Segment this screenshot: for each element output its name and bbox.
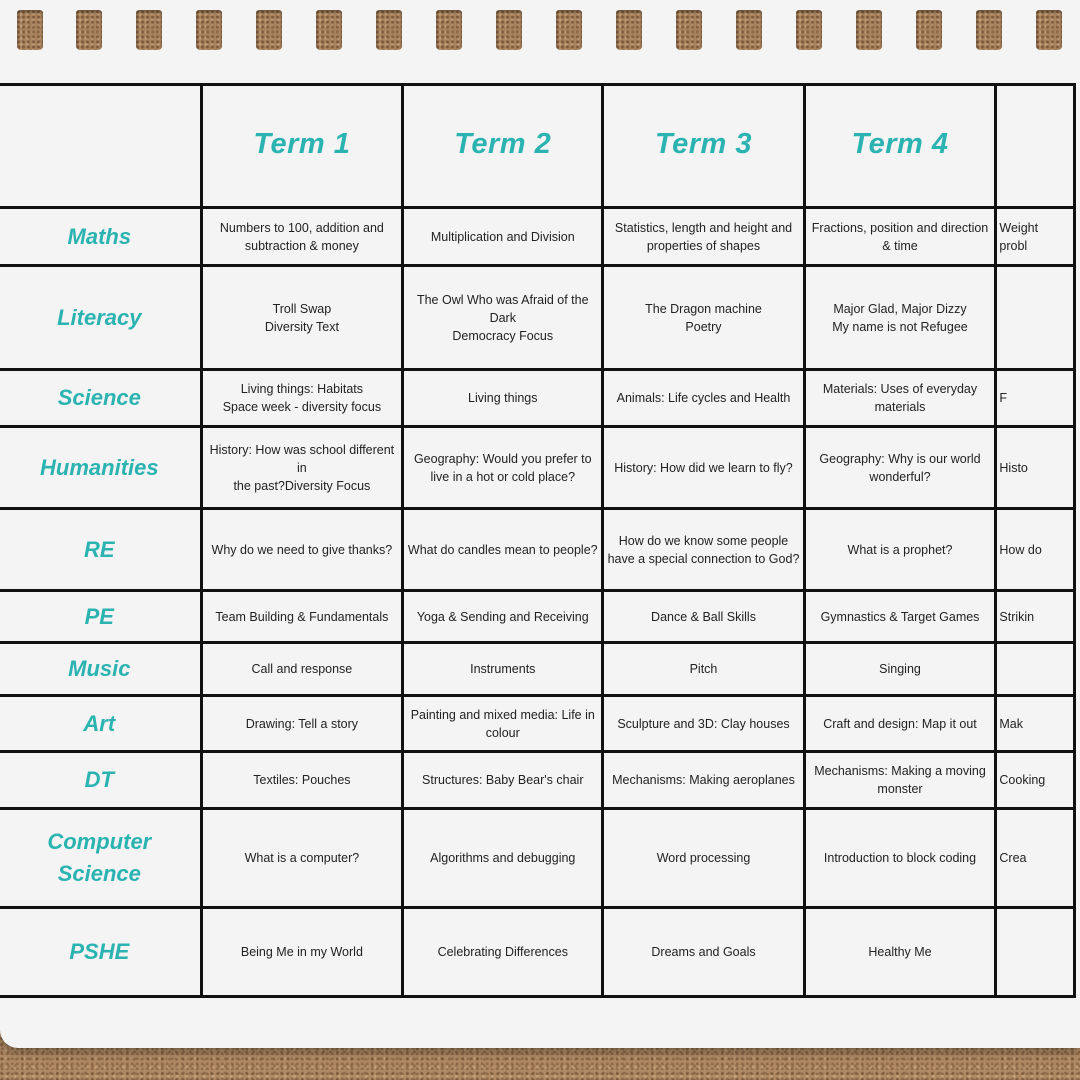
table-cell: Gymnastics & Target Games [804, 591, 996, 643]
table-row [0, 752, 1075, 809]
table-cell: Troll Swap Diversity Text [201, 266, 403, 370]
table-cell: Fractions, position and direction & time [804, 208, 996, 266]
subject-label: Computer Science [0, 809, 201, 908]
subject-label: RE [0, 509, 201, 591]
subject-label: Music [0, 643, 201, 696]
subject-label: PE [0, 591, 201, 643]
table-cell-clipped [996, 908, 1075, 997]
table-cell: Major Glad, Major Dizzy My name is not Refugee [804, 266, 996, 370]
table-cell: Geography: Why is our world wonderful? [804, 427, 996, 509]
subject-label: PSHE [0, 908, 201, 997]
table-cell: History: How was school different in the past?Diversity Focus [201, 427, 403, 509]
table-cell: Painting and mixed media: Life in colour [403, 696, 603, 752]
table-cell: Mechanisms: Making aeroplanes [603, 752, 804, 809]
table-cell-clipped: Weight probl [996, 208, 1075, 266]
subject-label: Humanities [0, 427, 201, 509]
table-cell: Introduction to block coding [804, 809, 996, 908]
table-cell: Mechanisms: Making a moving monster [804, 752, 996, 809]
table-cell-clipped: Histo [996, 427, 1075, 509]
table-cell-clipped: Strikin [996, 591, 1075, 643]
table-cell: Textiles: Pouches [201, 752, 403, 809]
curriculum-table [0, 83, 1076, 998]
subject-label: Maths [0, 208, 201, 266]
subject-label: Science [0, 370, 201, 427]
table-row [0, 643, 1075, 696]
table-cell: Singing [804, 643, 996, 696]
table-cell: Craft and design: Map it out [804, 696, 996, 752]
table-row [0, 370, 1075, 427]
table-cell: Sculpture and 3D: Clay houses [603, 696, 804, 752]
table-row [0, 809, 1075, 908]
term-1-header: Term 1 [201, 85, 403, 208]
table-cell: Multiplication and Division [403, 208, 603, 266]
table-cell: Structures: Baby Bear's chair [403, 752, 603, 809]
table-row [0, 591, 1075, 643]
table-cell: Word processing [603, 809, 804, 908]
corner-cell [0, 85, 201, 208]
subject-label: Art [0, 696, 201, 752]
table-cell: Why do we need to give thanks? [201, 509, 403, 591]
table-cell: The Dragon machine Poetry [603, 266, 804, 370]
table-cell-clipped: F [996, 370, 1075, 427]
table-row [0, 509, 1075, 591]
term-4-header: Term 4 [804, 85, 996, 208]
table-cell-clipped [996, 266, 1075, 370]
table-cell: The Owl Who was Afraid of the Dark Democracy Focus [403, 266, 603, 370]
table-cell-clipped: Mak [996, 696, 1075, 752]
table-cell: Dance & Ball Skills [603, 591, 804, 643]
table-cell: Being Me in my World [201, 908, 403, 997]
table-cell: Drawing: Tell a story [201, 696, 403, 752]
table-cell: Materials: Uses of everyday materials [804, 370, 996, 427]
table-cell-clipped: How do [996, 509, 1075, 591]
table-cell: Dreams and Goals [603, 908, 804, 997]
table-cell: What is a prophet? [804, 509, 996, 591]
table-cell: Instruments [403, 643, 603, 696]
table-cell: Animals: Life cycles and Health [603, 370, 804, 427]
table-cell: What is a computer? [201, 809, 403, 908]
table-cell: Yoga & Sending and Receiving [403, 591, 603, 643]
table-cell: Team Building & Fundamentals [201, 591, 403, 643]
table-cell: Pitch [603, 643, 804, 696]
table-cell: Algorithms and debugging [403, 809, 603, 908]
table-cell: Living things: Habitats Space week - diversity focus [201, 370, 403, 427]
subject-label: Literacy [0, 266, 201, 370]
term-5-header-clipped [996, 85, 1075, 208]
table-row [0, 696, 1075, 752]
table-cell: Healthy Me [804, 908, 996, 997]
table-cell-clipped: Cooking [996, 752, 1075, 809]
table-cell: History: How did we learn to fly? [603, 427, 804, 509]
subject-label: DT [0, 752, 201, 809]
table-row [0, 427, 1075, 509]
table-cell: Celebrating Differences [403, 908, 603, 997]
table-cell: Numbers to 100, addition and subtraction & money [201, 208, 403, 266]
table-cell-clipped [996, 643, 1075, 696]
term-2-header: Term 2 [403, 85, 603, 208]
term-3-header: Term 3 [603, 85, 804, 208]
header-row [0, 85, 1075, 208]
table-cell-clipped: Crea [996, 809, 1075, 908]
binder-holes [0, 0, 1080, 54]
table-cell: Geography: Would you prefer to live in a hot or cold place? [403, 427, 603, 509]
table-row [0, 266, 1075, 370]
table-cell: Living things [403, 370, 603, 427]
table-row [0, 908, 1075, 997]
table-cell: What do candles mean to people? [403, 509, 603, 591]
table-row [0, 208, 1075, 266]
table-cell: Statistics, length and height and properties of shapes [603, 208, 804, 266]
table-cell: How do we know some people have a special connection to God? [603, 509, 804, 591]
table-cell: Call and response [201, 643, 403, 696]
